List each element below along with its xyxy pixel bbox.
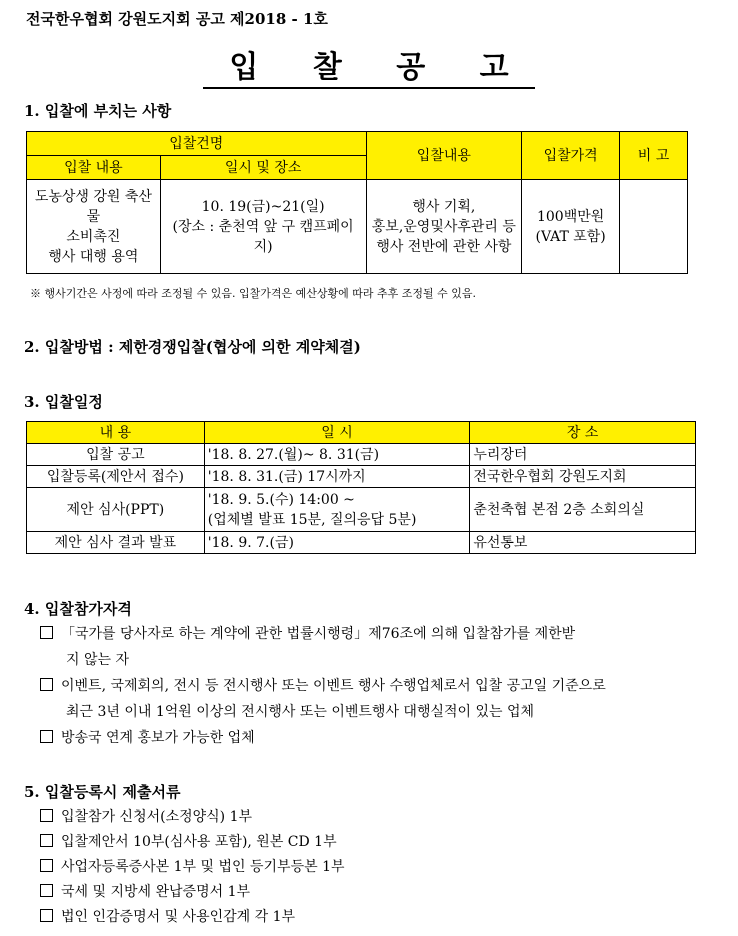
header-remarks: 비 고 xyxy=(620,132,688,180)
list-item: 방송국 연계 홍보가 가능한 업체 xyxy=(40,726,255,750)
table-row: 제안 심사 결과 발표 '18. 9. 7.(금) 유선통보 xyxy=(27,532,696,554)
list-item: 입찰참가 신청서(소정양식) 1부 xyxy=(40,805,252,829)
table-row: 제안 심사(PPT) '18. 9. 5.(수) 14:00 ~ (업체별 발표 15분, 질의응답 5분) 춘천축협 본점 2층 소회의실 xyxy=(27,488,696,532)
header-content: 내 용 xyxy=(27,422,205,444)
table-row: 입찰등록(제안서 접수) '18. 8. 31.(금) 17시까지 전국한우협회 강원도지회 xyxy=(27,466,696,488)
section-4-heading: 4. 입찰참가자격 xyxy=(24,600,132,618)
table-footnote: ※ 행사기간은 사정에 따라 조정될 수 있음. 입찰가격은 예산상황에 따라 추후 조정될 수 있음. xyxy=(30,287,476,300)
list-item-continued: 최근 3년 이내 1억원 이상의 전시행사 또는 이벤트행사 대행실적이 있는 업체 xyxy=(66,704,535,720)
header-bid-price: 입찰가격 xyxy=(522,132,620,180)
checkbox-icon xyxy=(40,884,53,897)
table-row: 입찰 공고 '18. 8. 27.(월)~ 8. 31(금) 누리장터 xyxy=(27,444,696,466)
header-datetime: 일 시 xyxy=(204,422,470,444)
list-item-continued: 지 않는 자 xyxy=(66,652,129,668)
header-bid-content: 입찰 내용 xyxy=(27,156,161,180)
cell-remarks xyxy=(620,180,688,274)
list-item: 국세 및 지방세 완납증명서 1부 xyxy=(40,880,250,904)
header-bid-detail: 입찰내용 xyxy=(366,132,522,180)
list-item: 사업자등록증사본 1부 및 법인 등기부등본 1부 xyxy=(40,855,345,879)
list-item: 이벤트, 국제회의, 전시 등 전시행사 또는 이벤트 행사 수행업체로서 입찰 공고일 기준으로 xyxy=(40,674,606,698)
checkbox-icon xyxy=(40,859,53,872)
section-5-heading: 5. 입찰등록시 제출서류 xyxy=(24,783,181,801)
header-datetime-place: 일시 및 장소 xyxy=(160,156,366,180)
notice-number: 전국한우협회 강원도지회 공고 제2018 - 1호 xyxy=(26,10,328,28)
header-bid-name: 입찰건명 xyxy=(27,132,367,156)
cell-bid-detail: 행사 기획, 홍보,운영및사후관리 등 행사 전반에 관한 사항 xyxy=(366,180,522,274)
section-3-heading: 3. 입찰일정 xyxy=(24,393,103,411)
list-item: 「국가를 당사자로 하는 계약에 관한 법률시행령」제76조에 의해 입찰참가를 제한받 xyxy=(40,622,575,646)
section-1-heading: 1. 입찰에 부치는 사항 xyxy=(24,102,172,120)
bid-items-table xyxy=(26,131,688,274)
checkbox-icon xyxy=(40,909,53,922)
checkbox-icon xyxy=(40,809,53,822)
cell-datetime-place: 10. 19(금)~21(일) (장소 : 춘천역 앞 구 캠프페이지) xyxy=(160,180,366,274)
schedule-table xyxy=(26,421,696,554)
header-place: 장 소 xyxy=(470,422,696,444)
page-title: 입 찰 공 고 xyxy=(0,42,738,86)
cell-bid-content: 도농상생 강원 축산물 소비촉진 행사 대행 용역 xyxy=(27,180,161,274)
checkbox-icon xyxy=(40,626,53,639)
checkbox-icon xyxy=(40,678,53,691)
section-2-heading: 2. 입찰방법 : 제한경쟁입찰(협상에 의한 계약체결) xyxy=(24,338,361,356)
list-item: 입찰제안서 10부(심사용 포함), 원본 CD 1부 xyxy=(40,830,337,854)
list-item: 법인 인감증명서 및 사용인감계 각 1부 xyxy=(40,905,295,929)
checkbox-icon xyxy=(40,834,53,847)
cell-bid-price: 100백만원 (VAT 포함) xyxy=(522,180,620,274)
checkbox-icon xyxy=(40,730,53,743)
